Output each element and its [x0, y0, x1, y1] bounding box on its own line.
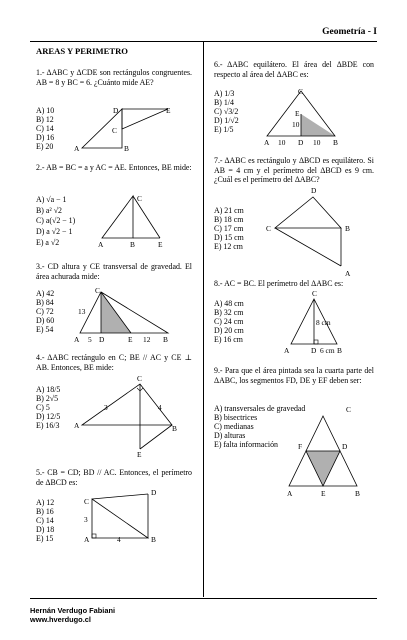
- label: 13: [78, 307, 86, 316]
- option[interactable]: C) medianas: [214, 422, 254, 432]
- question-9-text: 9.- Para que el área pintada sea la cuarta parte del ΔABC, los segmentos FD, DE y EF deben ser:: [214, 366, 374, 385]
- label: C: [346, 405, 351, 414]
- footer-website[interactable]: www.hverdugo.cl: [30, 615, 91, 624]
- label: D: [298, 138, 304, 147]
- label: D: [311, 186, 317, 195]
- question-7-text: 7.- ΔABC es rectángulo y ΔBCD es equilátero. Si AB = 4 cm y el perímetro del ΔBCD es 9 cm. ¿Cuál es el perímetro del ΔABC?: [214, 156, 374, 185]
- option[interactable]: A) 10: [36, 106, 55, 115]
- label: 3: [104, 403, 108, 412]
- label: A: [98, 240, 104, 249]
- question-4-text: 4.- ΔABC rectángulo en C; BE // AC y CE ⊥ AB. Entonces, BE mide:: [36, 353, 192, 372]
- question-1-text: 1.- ΔABC y ΔCDE son rectángulos congruentes. AB = 8 y BC = 6. ¿Cuánto mide AE?: [36, 68, 192, 87]
- option[interactable]: E) 20: [36, 142, 54, 152]
- label: C: [95, 286, 100, 295]
- option[interactable]: C) 5: [36, 403, 50, 413]
- label: D: [311, 346, 317, 355]
- label: B: [130, 240, 135, 249]
- option[interactable]: B) 12: [36, 115, 54, 125]
- option[interactable]: A) 1/3: [214, 89, 235, 98]
- option[interactable]: E) a √2: [36, 237, 60, 247]
- option[interactable]: E) 54: [36, 325, 54, 335]
- label: 4: [158, 403, 162, 412]
- label: A: [284, 346, 290, 355]
- option[interactable]: A) 42: [36, 289, 55, 298]
- page-header: Geometría - I: [322, 27, 377, 37]
- label: 6 cm: [320, 346, 335, 355]
- option[interactable]: E) 12 cm: [214, 242, 243, 252]
- option[interactable]: E) 16 cm: [214, 335, 243, 345]
- label: 8 cm: [316, 318, 331, 327]
- option[interactable]: A) 18/5: [36, 385, 61, 394]
- label: C: [312, 289, 317, 298]
- option[interactable]: D) 18: [36, 525, 55, 535]
- label: F: [298, 442, 303, 451]
- label: E: [158, 240, 163, 249]
- label: A: [74, 421, 80, 430]
- option[interactable]: D) a √2 − 1: [36, 227, 73, 237]
- label: 3: [84, 515, 88, 524]
- option[interactable]: D) 1/√2: [214, 116, 239, 126]
- footer-rule: [30, 598, 377, 599]
- footer-author: Hernán Verdugo Fabiani: [30, 606, 116, 615]
- option[interactable]: C) 14: [36, 124, 54, 134]
- question-2-text: 2.- AB = BC = a y AC = AE. Entonces, BE mide:: [36, 163, 192, 172]
- label: C: [266, 224, 271, 233]
- option[interactable]: B) 16: [36, 507, 54, 517]
- question-3-text: 3.- CD altura y CE transversal de gravedad. El área achurada mide:: [36, 262, 192, 281]
- question-5-text: 5.- CB = CD; BD // AC. Entonces, el perímetro de ΔBCD es:: [36, 468, 192, 487]
- option[interactable]: A) 48 cm: [214, 299, 244, 308]
- label: D: [342, 442, 348, 451]
- label: A: [74, 335, 80, 344]
- question-6-text: 6.- ΔABC equilátero. El área del ΔBDE con respecto al área del ΔABC es:: [214, 60, 374, 79]
- label: C: [298, 87, 303, 96]
- section-title: AREAS Y PERIMETRO: [36, 46, 128, 56]
- option[interactable]: C) a(√2 − 1): [36, 216, 76, 226]
- label: A: [84, 535, 90, 544]
- option[interactable]: E) falta información: [214, 440, 278, 450]
- option[interactable]: C) √3/2: [214, 107, 239, 117]
- option[interactable]: E) 15: [36, 534, 54, 544]
- label: E: [128, 335, 133, 344]
- label: 10: [292, 120, 300, 129]
- label: B: [345, 224, 350, 233]
- option[interactable]: A) 21 cm: [214, 206, 244, 215]
- label: E: [321, 489, 326, 498]
- label: B: [151, 535, 156, 544]
- option[interactable]: D) 15 cm: [214, 233, 244, 243]
- option[interactable]: B) 84: [36, 298, 54, 308]
- label: E: [137, 450, 142, 459]
- label: 12: [143, 335, 151, 344]
- option[interactable]: C) 17 cm: [214, 224, 244, 234]
- option[interactable]: B) 32 cm: [214, 308, 244, 318]
- label: B: [337, 346, 342, 355]
- option[interactable]: D) 16: [36, 133, 55, 143]
- label: 5: [88, 335, 92, 344]
- question-8-text: 8.- AC = BC. El perímetro del ΔABC es:: [214, 279, 344, 288]
- option[interactable]: B) 18 cm: [214, 215, 244, 225]
- option[interactable]: B) 2√5: [36, 394, 59, 404]
- option[interactable]: C) 14: [36, 516, 54, 526]
- option[interactable]: E) 16/3: [36, 421, 60, 431]
- label: E: [166, 106, 171, 115]
- option[interactable]: C) 24 cm: [214, 317, 244, 327]
- label: 10: [278, 138, 286, 147]
- option[interactable]: B) 1/4: [214, 98, 234, 108]
- label: A: [74, 144, 80, 153]
- option[interactable]: C) 72: [36, 307, 54, 317]
- label: 4: [117, 535, 121, 544]
- label: B: [124, 144, 129, 153]
- label: A: [345, 269, 351, 278]
- label: D: [113, 106, 119, 115]
- label: C: [137, 194, 142, 203]
- label: D: [99, 335, 105, 344]
- option[interactable]: A) 12: [36, 498, 55, 507]
- label: B: [355, 489, 360, 498]
- label: C: [112, 126, 117, 135]
- label: B: [333, 138, 338, 147]
- option[interactable]: A) transversales de gravedad: [214, 404, 306, 413]
- label: A: [264, 138, 270, 147]
- label: B: [172, 424, 177, 433]
- option[interactable]: A) √a − 1: [36, 195, 67, 204]
- label: 10: [313, 138, 321, 147]
- option[interactable]: D) 60: [36, 316, 55, 326]
- label: C: [137, 374, 142, 383]
- label: C: [84, 497, 89, 506]
- option[interactable]: E) 1/5: [214, 125, 234, 135]
- option[interactable]: B) bisectrices: [214, 413, 258, 423]
- shaded-triangle-fde: [306, 451, 340, 486]
- option[interactable]: B) a² √2: [36, 205, 62, 215]
- option[interactable]: D) 12/5: [36, 412, 61, 422]
- label: B: [163, 335, 168, 344]
- option[interactable]: D) alturas: [214, 431, 246, 441]
- label: A: [287, 489, 293, 498]
- label: D: [151, 488, 157, 497]
- option[interactable]: D) 20 cm: [214, 326, 244, 336]
- label: E: [295, 109, 300, 118]
